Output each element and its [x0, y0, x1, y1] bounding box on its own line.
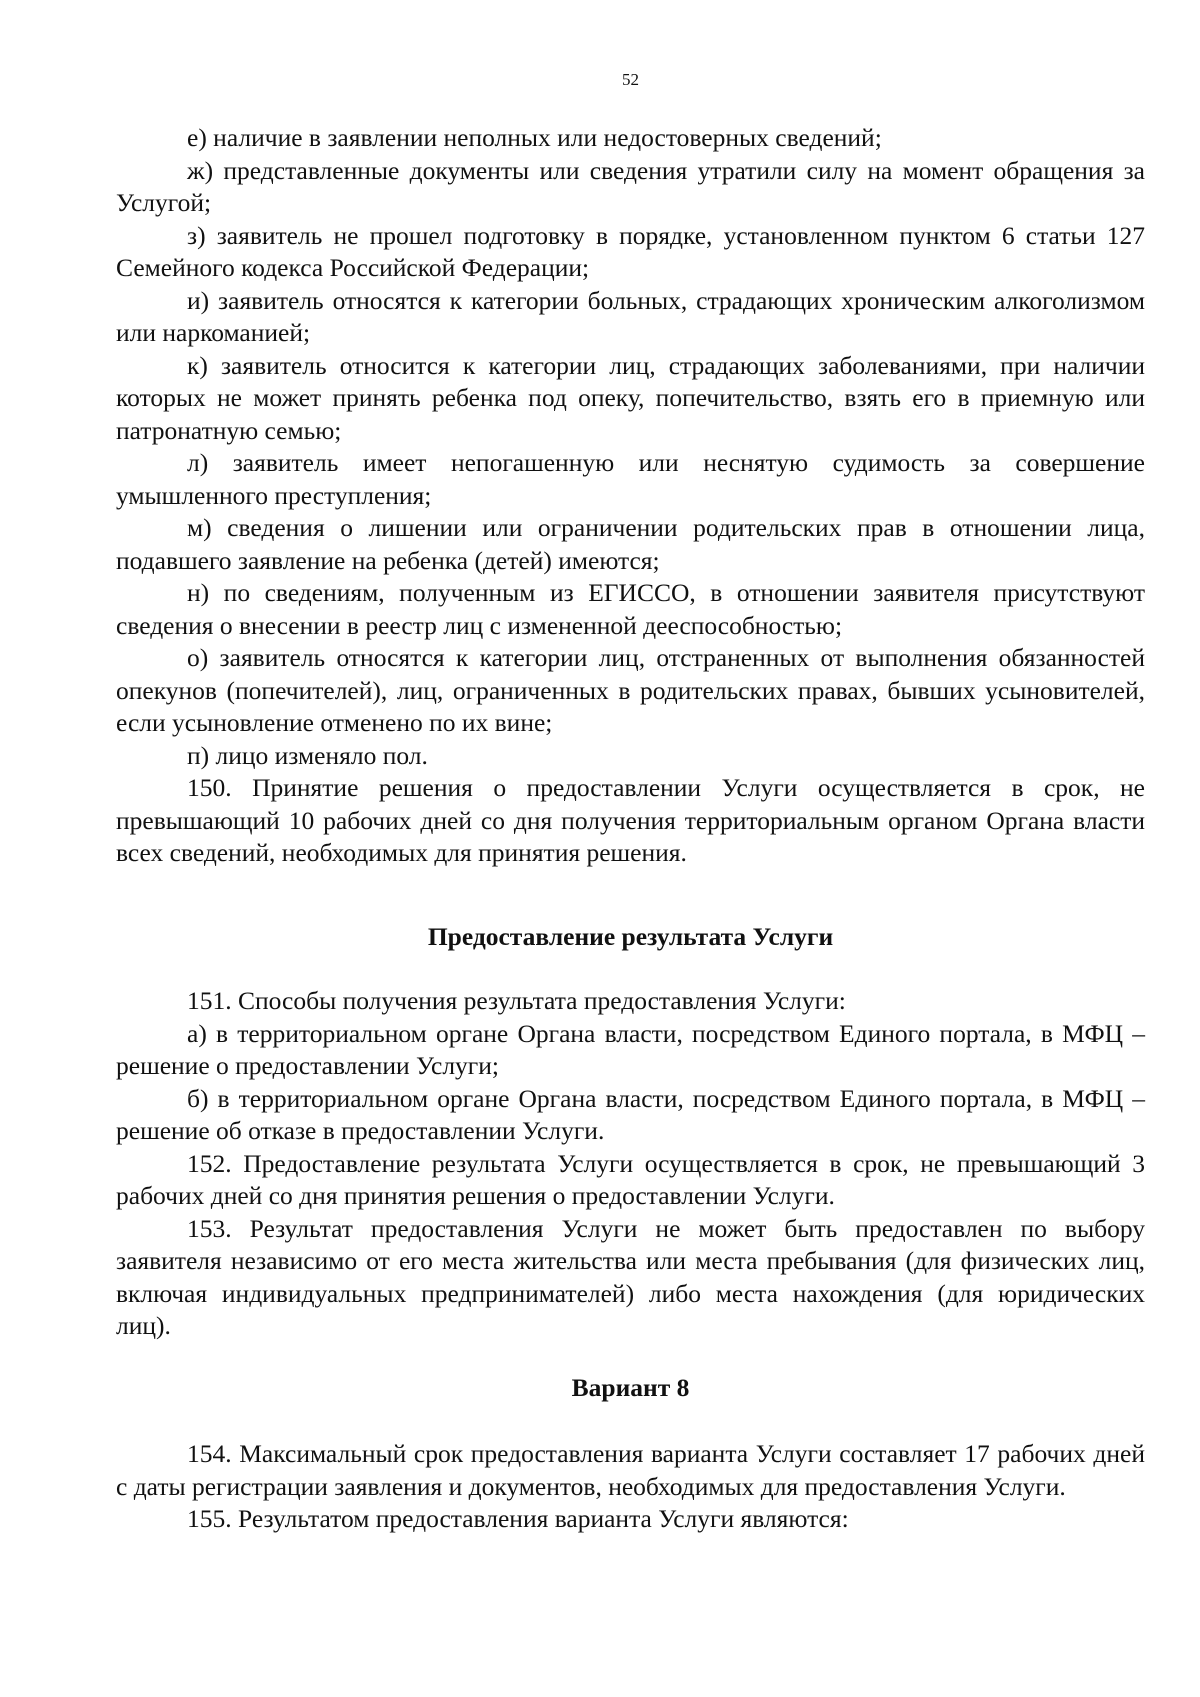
paragraph: п) лицо изменяло пол.: [187, 740, 428, 770]
paragraph: к) заявитель относится к категории лиц, страдающих заболеваниями, при наличии которых не может принять ребенка под опеку, попечительство, взять его в приемную или патронатную семью;: [116, 350, 1145, 445]
paragraph: 154. Максимальный срок предоставления варианта Услуги составляет 17 рабочих дней с даты регистрации заявления и документов, необходимых для предоставления Услуги.: [116, 1439, 1145, 1501]
paragraph-block-3: [116, 1438, 1145, 1536]
paragraph: а) в территориальном органе Органа власти, посредством Единого портала, в МФЦ – решение о предоставлении Услуги;: [116, 1018, 1145, 1080]
paragraph: 150. Принятие решения о предоставлении Услуги осуществляется в срок, не превышающий 10 рабочих дней со дня получения территориальным органом Органа власти всех сведений, необходимых для принятия решения.: [116, 773, 1145, 867]
section-heading: Предоставление результата Услуги: [427, 922, 834, 951]
paragraph: 151. Способы получения результата предоставления Услуги:: [187, 986, 846, 1015]
paragraph: б) в территориальном органе Органа власти, посредством Единого портала, в МФЦ – решение об отказе в предоставлении Услуги.: [116, 1083, 1145, 1145]
paragraph-block-2: [116, 985, 1145, 1343]
paragraph: и) заявитель относятся к категории больных, страдающих хроническим алкоголизмом или наркоманией;: [116, 285, 1145, 347]
paragraph-block-1: [116, 122, 1145, 870]
paragraph: е) наличие в заявлении неполных или недостоверных сведений;: [187, 123, 882, 152]
paragraph: л) заявитель имеет непогашенную или неснятую судимость за совершение умышленного преступления;: [116, 448, 1145, 510]
paragraph: з) заявитель не прошел подготовку в порядке, установленном пунктом 6 статьи 127 Семейного кодекса Российской Федерации;: [116, 220, 1145, 282]
paragraph: 152. Предоставление результата Услуги осуществляется в срок, не превышающий 3 рабочих дней со дня принятия решения о предоставлении Услуги.: [116, 1148, 1145, 1210]
paragraph: м) сведения о лишении или ограничении родительских прав в отношении лица, подавшего заявление на ребенка (детей) имеются;: [116, 513, 1145, 575]
page-number: 52: [622, 70, 639, 89]
paragraph: 155. Результатом предоставления варианта Услуги являются:: [187, 1504, 849, 1533]
paragraph: ж) представленные документы или сведения утратили силу на момент обращения за Услугой;: [116, 155, 1145, 217]
paragraph: н) по сведениям, полученным из ЕГИССО, в отношении заявителя присутствуют сведения о внесении в реестр лиц с измененной дееспособностью;: [116, 578, 1145, 640]
section-heading: Вариант 8: [571, 1373, 690, 1402]
paragraph: 153. Результат предоставления Услуги не может быть предоставлен по выбору заявителя независимо от его места жительства или места пребывания (для физических лиц, включая индивидуальных предпринимателей) либо места нахождения (для юридических лиц).: [116, 1213, 1145, 1340]
paragraph: о) заявитель относятся к категории лиц, отстраненных от выполнения обязанностей опекунов (попечителей), лиц, ограниченных в родительских правах, бывших усыновителей, если усыновление отменено по их вине;: [116, 643, 1145, 737]
